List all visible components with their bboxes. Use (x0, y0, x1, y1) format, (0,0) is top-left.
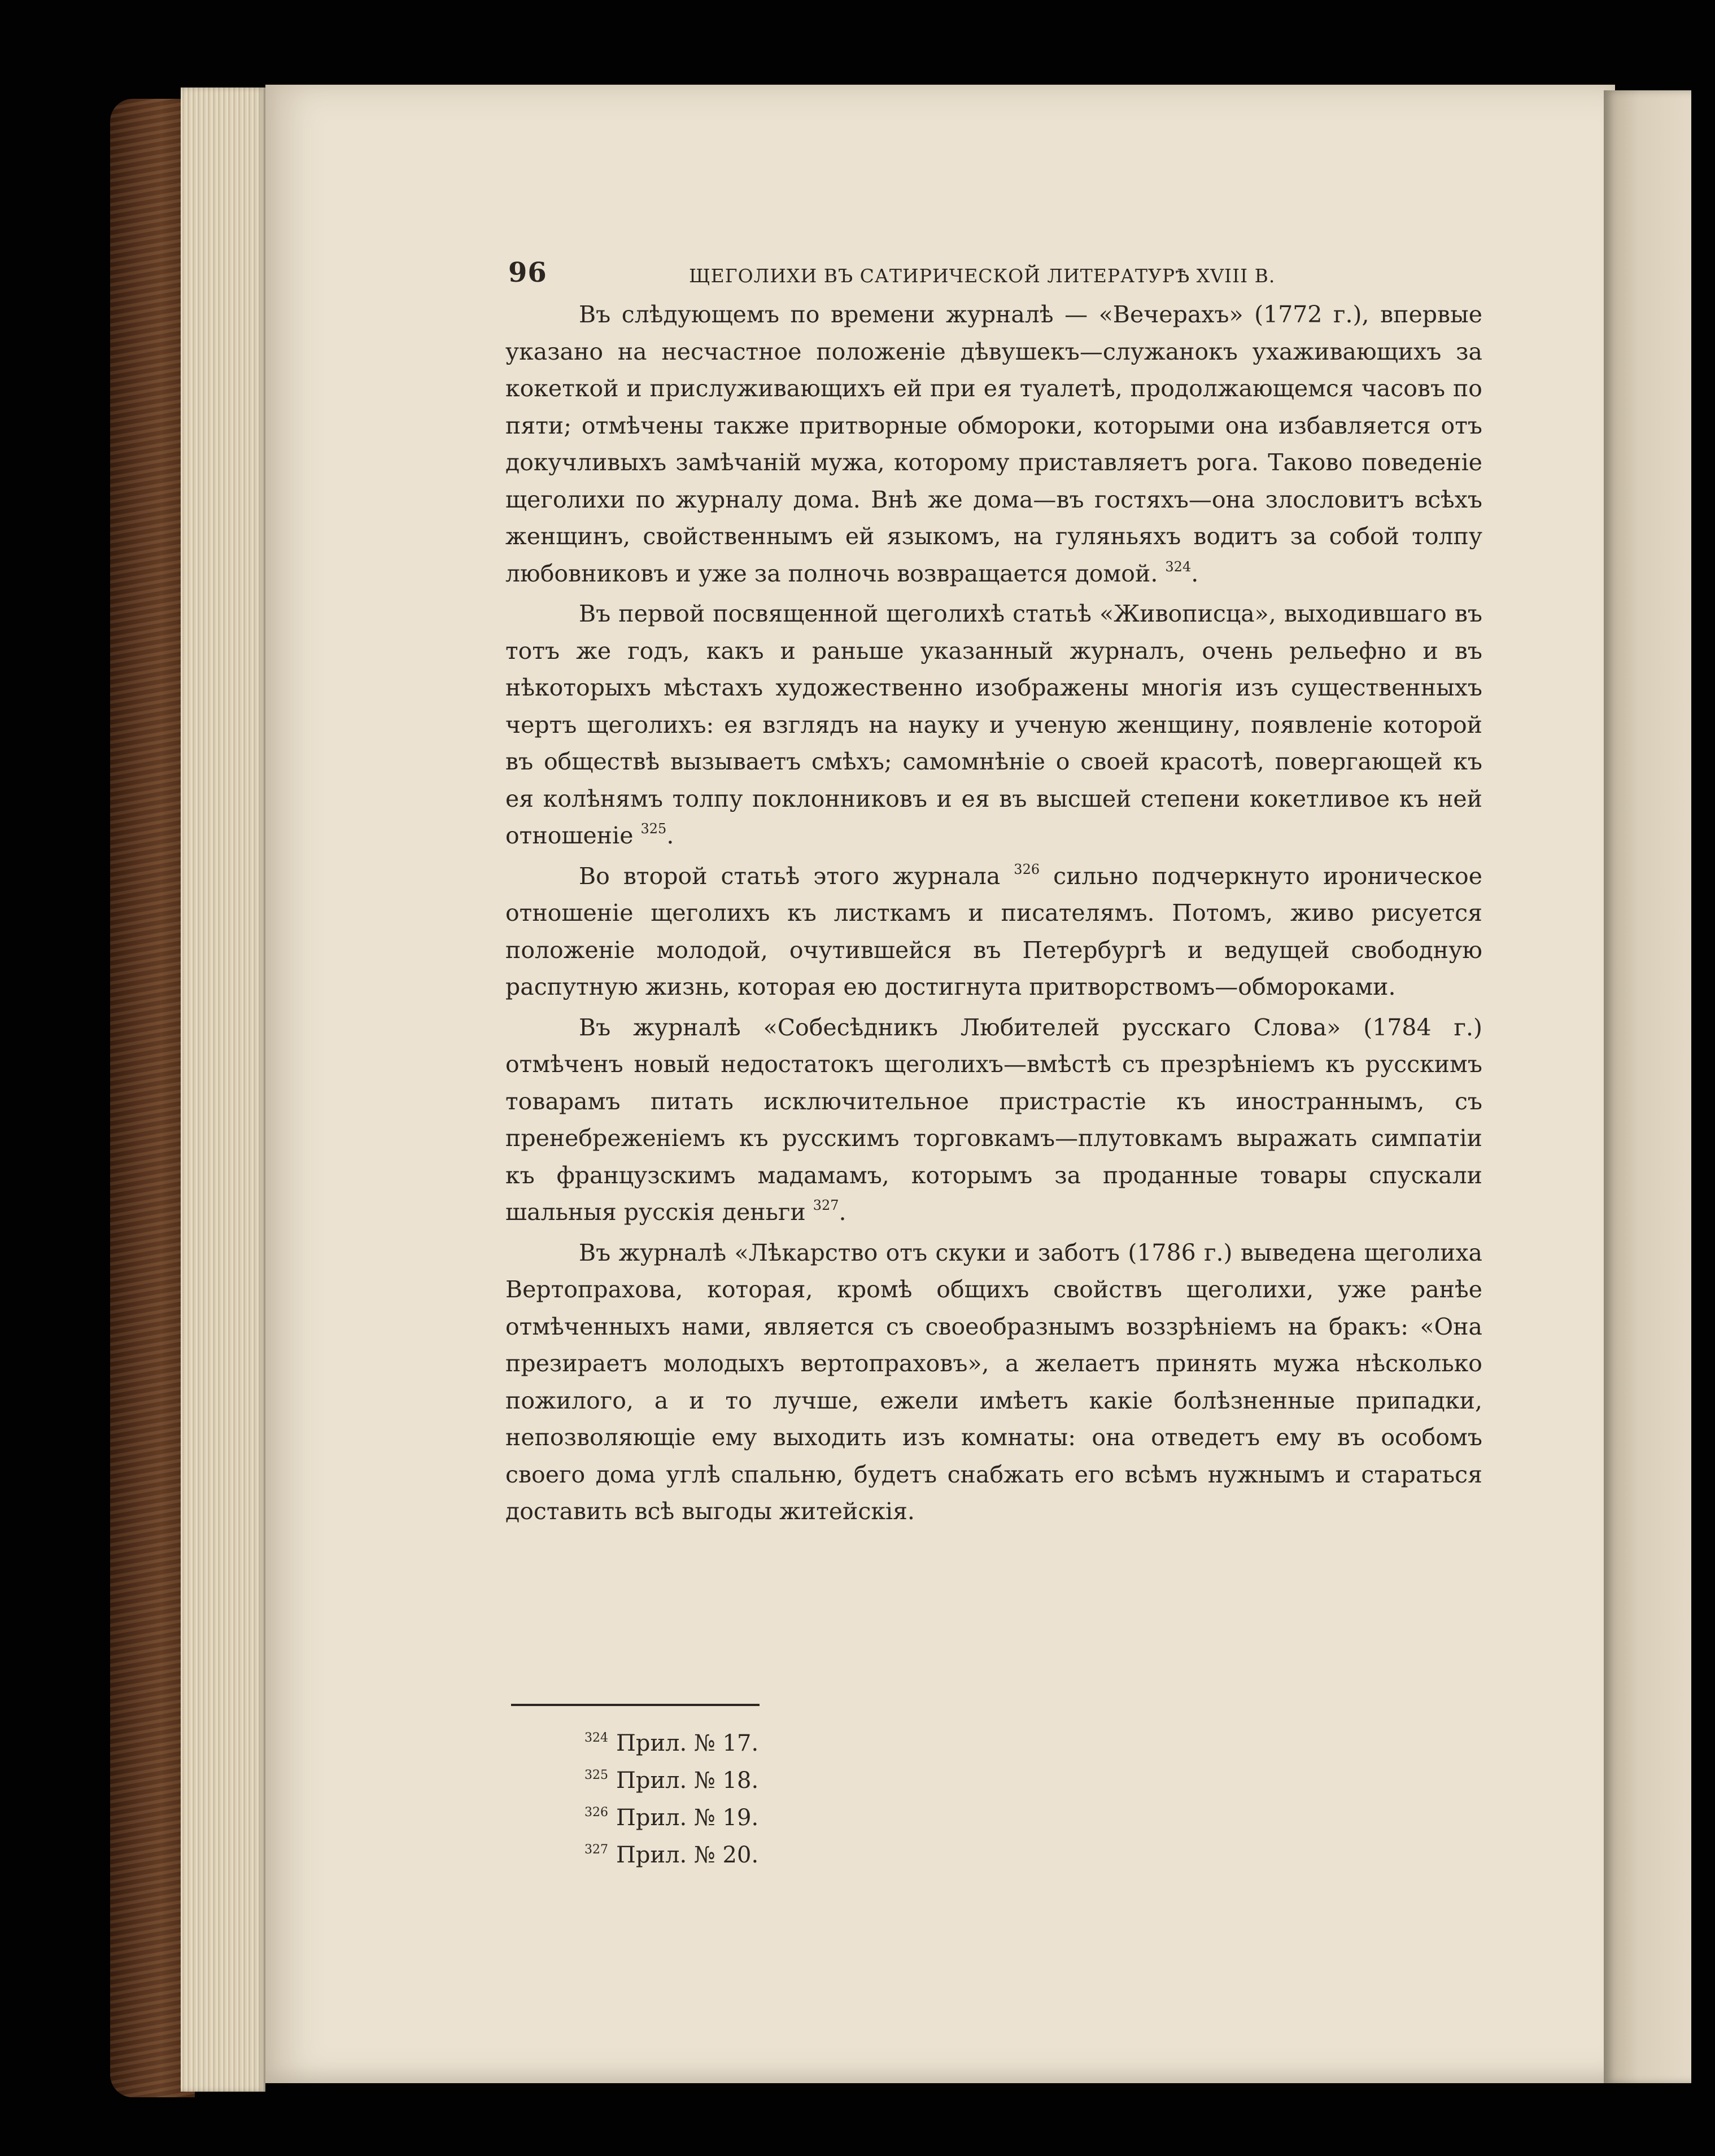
footnote-ref: 324 (1165, 558, 1192, 575)
running-title: ЩЕГОЛИХИ ВЪ САТИРИЧЕСКОЙ ЛИТЕРАТУРѢ XVIII В. (689, 265, 1276, 287)
footnote: $^{327}$ Прил. № 20. (584, 1842, 759, 1868)
footnote-divider (511, 1704, 760, 1706)
page-header (505, 257, 1482, 296)
footnote: $^{326}$ Прил. № 19. (584, 1805, 759, 1831)
paragraph: Въ журналѣ «Лѣкарство отъ скуки и заботъ (1786 г.) выведена щеголиха Вертопрахова, которая, кромѣ общихъ свойствъ щеголихи, уже ранѣе отмѣченныхъ нами, является съ своеобразнымъ воззрѣніемъ на бракъ: «Она презираетъ молодыхъ вертопраховъ», а желаетъ принять мужа нѣсколько пожилого, а и то лучше, ежели имѣетъ какіе болѣзненные припадки, непозволяющіе ему выходить изъ комнаты: она отведетъ ему въ особомъ своего дома углѣ спальню, будетъ снабжать его всѣмъ нужнымъ и стараться доставить всѣ выгоды житейскія. (505, 1239, 1482, 1525)
facing-page-edge (1604, 90, 1691, 2083)
paragraph: Въ первой посвященной щеголихѣ статьѣ «Живописца», выходившаго въ тотъ же годъ, какъ и раньше указанный журналъ, очень рельефно и въ нѣкоторыхъ мѣстахъ художественно изображены многія изъ существенныхъ чертъ щеголихъ: ея взглядъ на науку и ученую женщину, появленіе которой въ обществѣ вызываетъ смѣхъ; самомнѣніе о своей красотѣ, повергающей къ ея колѣнямъ толпу поклонниковъ и ея въ высшей степени кокетливое къ ней отношеніе $^{325}$. (505, 600, 1482, 849)
footnote-ref: 327 (813, 1197, 839, 1213)
footnote-ref: 326 (1014, 861, 1040, 877)
page-edges (181, 88, 265, 2092)
footnotes (584, 1725, 758, 1874)
paragraph: Въ слѣдующемъ по времени журналѣ — «Вечерахъ» (1772 г.), впервые указано на несчастное положеніе дѣвушекъ—служанокъ ухаживающихъ за кокеткой и прислуживающихъ ей при ея туалетѣ, продолжающемся часовъ по пяти; отмѣчены также притворные обмороки, которыми она избавляется отъ докучливыхъ замѣчаній мужа, которому приставляетъ рога. Таково поведеніе щеголихи по журналу дома. Внѣ же дома—въ гостяхъ—она злословитъ всѣхъ женщинъ, свойственнымъ ей языкомъ, на гуляньяхъ водитъ за собой толпу любовниковъ и уже за полночь возвращается домой. $^{324}$. (505, 301, 1482, 587)
footnote-ref: 325 (640, 821, 667, 837)
paragraph: Въ журналѣ «Собесѣдникъ Любителей русскаго Слова» (1784 г.) отмѣченъ новый недостатокъ щеголихъ—вмѣстѣ съ презрѣніемъ къ русскимъ товарамъ питать исключительное пристрастіе къ иностраннымъ, съ пренебреженіемъ къ русскимъ торговкамъ—плутовкамъ выражать симпатіи къ французскимъ мадамамъ, которымъ за проданные товары спускали шальныя русскія деньги $^{327}$. (505, 1013, 1482, 1226)
page-number: 96 (508, 257, 547, 288)
footnote: $^{325}$ Прил. № 18. (584, 1768, 759, 1794)
page-text (505, 257, 1482, 1530)
paragraph: Во второй статьѣ этого журнала $^{326}$ сильно подчеркнуто ироническое отношеніе щеголихъ къ листкамъ и писателямъ. Потомъ, живо рисуется положеніе молодой, очутившейся въ Петербургѣ и ведущей свободную распутную жизнь, которая ею достигнута притворствомъ—обмороками. (505, 861, 1482, 1000)
footnote: $^{324}$ Прил. № 17. (584, 1730, 759, 1756)
